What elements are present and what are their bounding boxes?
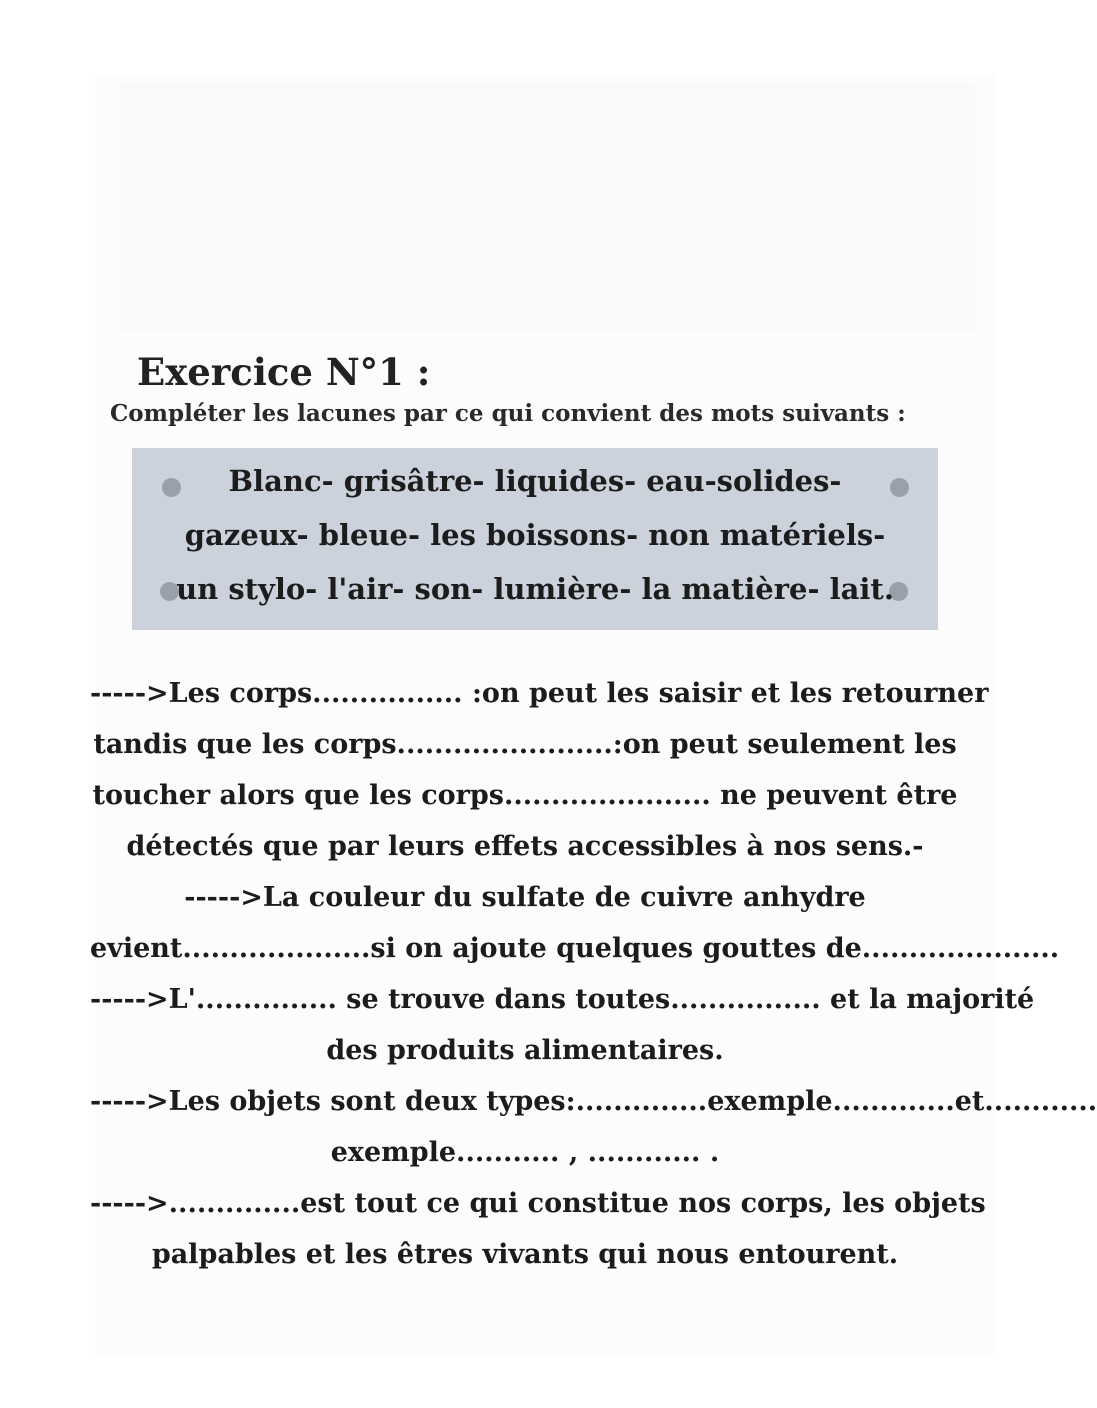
exercise-title: Exercice N°1 : (137, 350, 431, 394)
word-bank-box (132, 448, 938, 630)
exercise-line: exemple........... , ............ . (330, 1137, 720, 1168)
word-bank-line: gazeux- bleue- les boissons- non matériels- (184, 518, 886, 552)
instruction-text: Compléter les lacunes par ce qui convient des mots suivants : (110, 400, 906, 427)
word-bank-text (132, 454, 938, 616)
exercise-line: ----->Les corps................ :on peut les saisir et les retourner (90, 678, 989, 709)
exercise-line: toucher alors que les corps...................... ne peuvent être (92, 780, 958, 811)
exercise-line: ----->Les objets sont deux types:..............exemple.............et............ (90, 1086, 1097, 1117)
exercise-line: palpables et les êtres vivants qui nous entourent. (151, 1239, 899, 1270)
exercise-line: ----->La couleur du sulfate de cuivre anhydre (184, 882, 866, 913)
exercise-line: des produits alimentaires. (326, 1035, 724, 1066)
exercise-body (90, 668, 1097, 1280)
exercise-line: ----->L'............... se trouve dans toutes................ et la majorité (90, 984, 1035, 1015)
exercise-line: détectés que par leurs effets accessibles à nos sens.- (126, 831, 924, 862)
exercise-line: ----->..............est tout ce qui constitue nos corps, les objets (90, 1188, 986, 1219)
header-blank-area (120, 85, 975, 330)
exercise-line: tandis que les corps.......................:on peut seulement les (93, 729, 957, 760)
word-bank-line: Blanc- grisâtre- liquides- eau-solides- (228, 464, 842, 498)
word-bank-line: un stylo- l'air- son- lumière- la matière- lait. (176, 572, 894, 606)
exercise-line: evient....................si on ajoute quelques gouttes de..................... (90, 933, 1060, 964)
